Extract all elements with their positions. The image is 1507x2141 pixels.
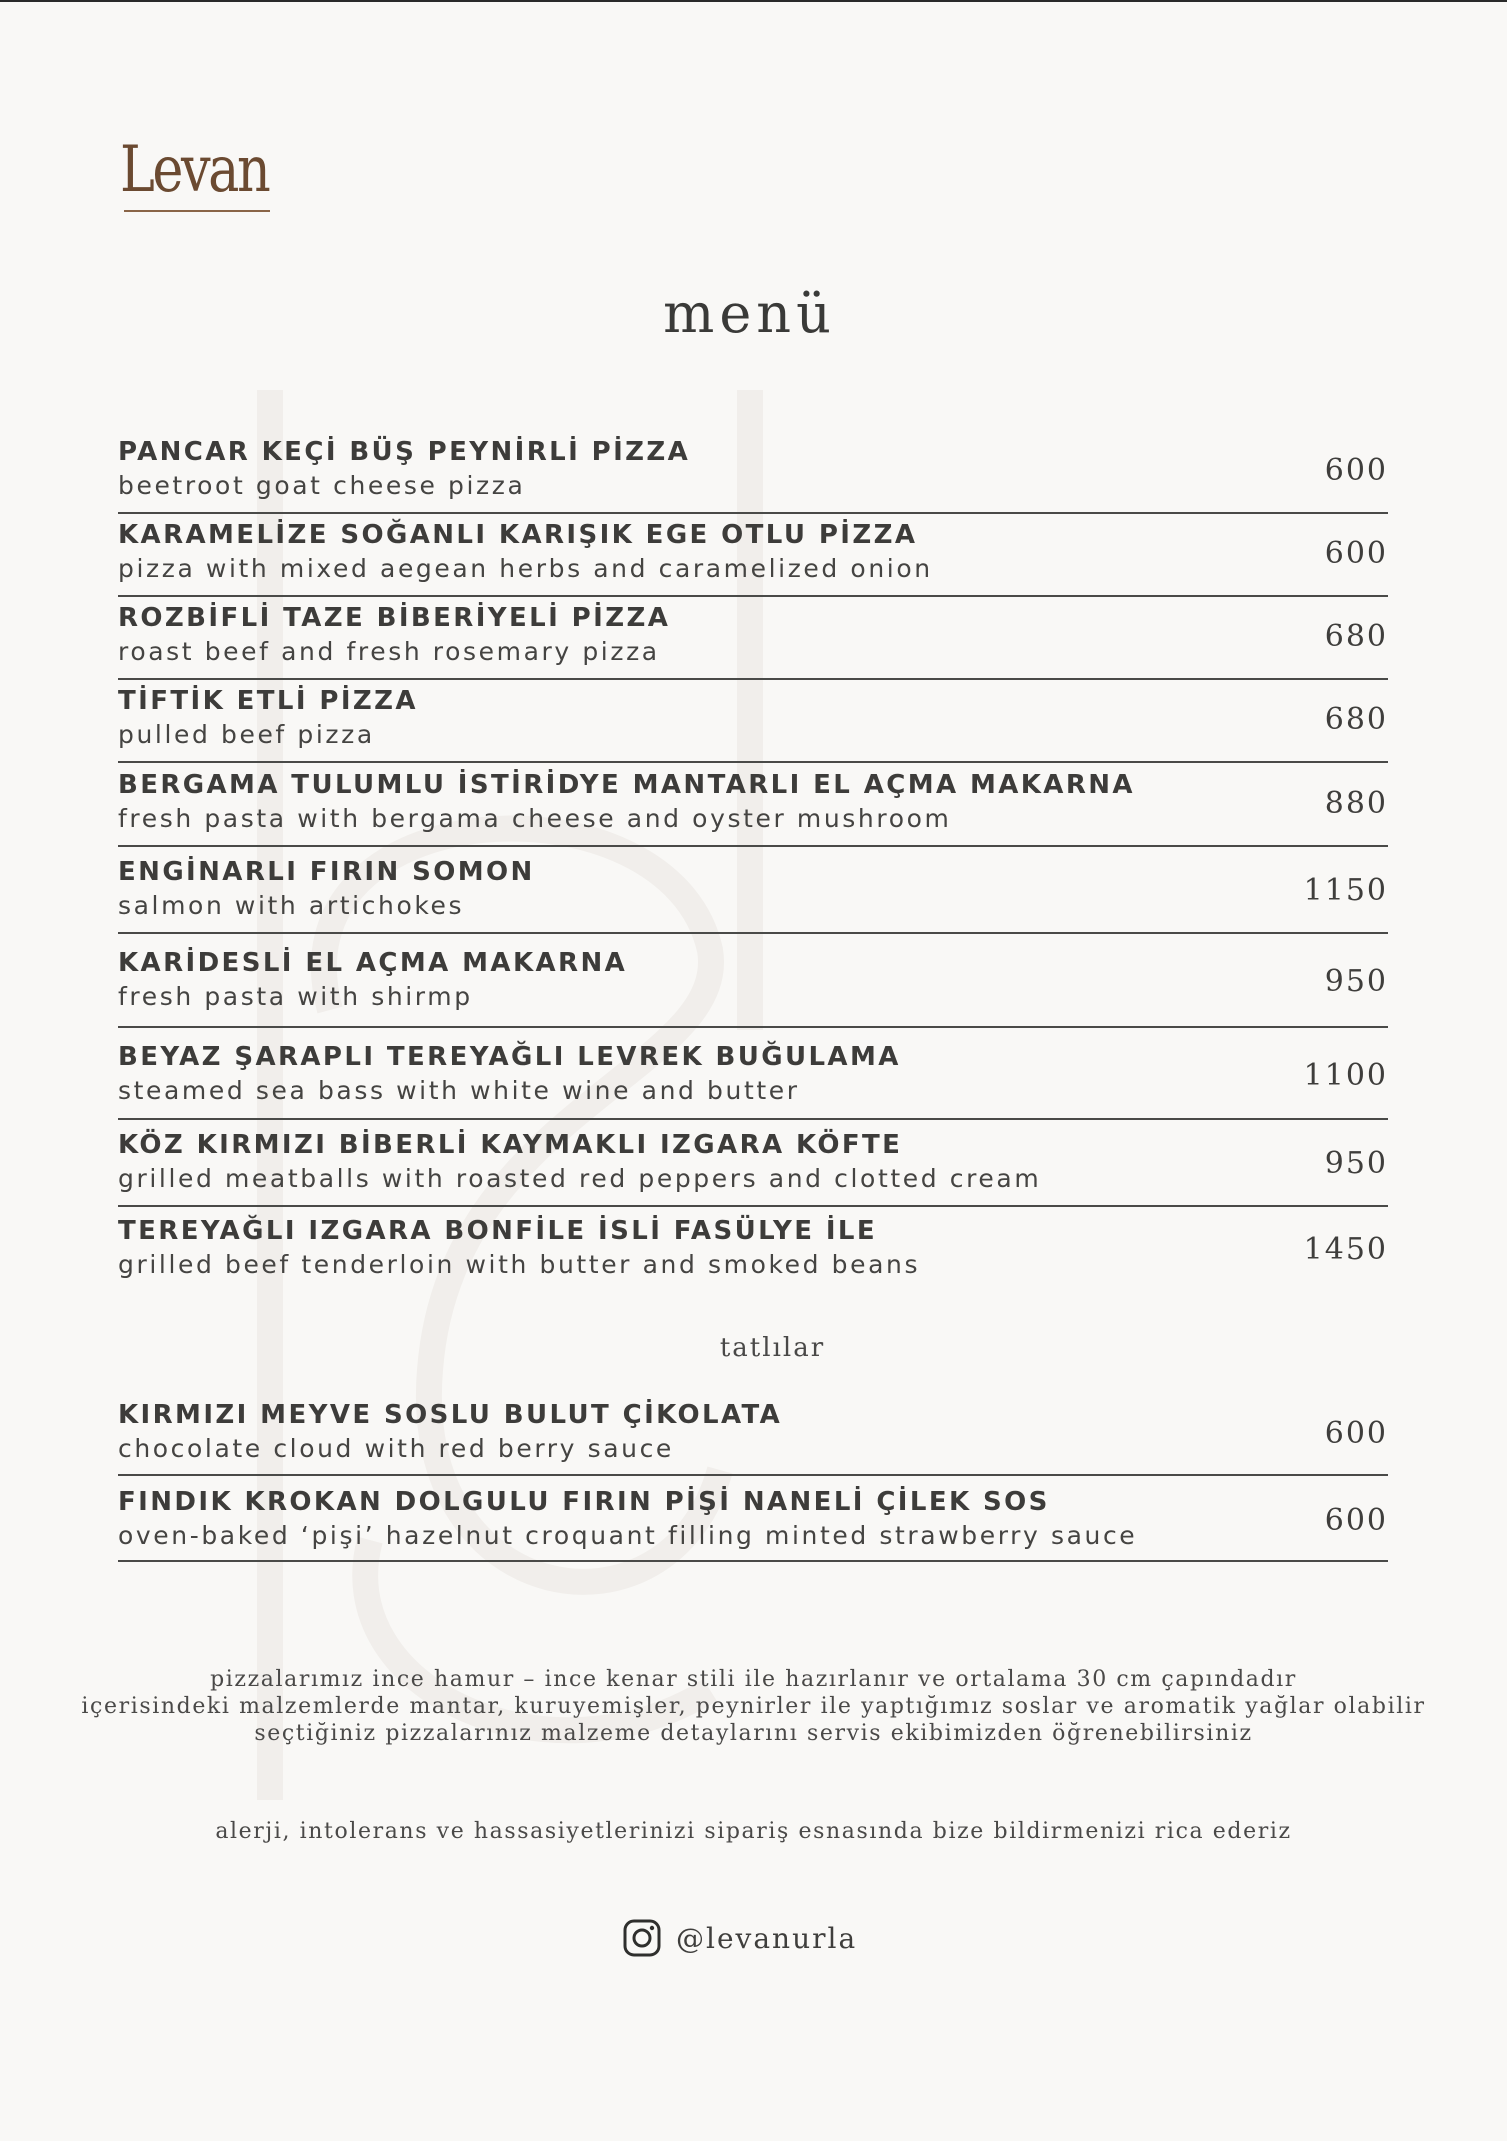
item-price: 950 [1324,964,1388,999]
item-name: ENGİNARLI FIRIN SOMON [118,857,535,887]
logo-wordmark: Levan [120,133,269,207]
note-line-2: içerisindeki malzemlerde mantar, kuruyemişler, peynirler ile yaptığımız soslar ve aromatik yağlar olabilir [81,1694,1426,1719]
item-name: KIRMIZI MEYVE SOSLU BULUT ÇİKOLATA [118,1400,783,1430]
item-description: oven-baked ‘pişi’ hazelnut croquant filling minted strawberry sauce [118,1521,1138,1550]
item-price: 880 [1324,786,1388,821]
brand-logo [120,133,300,218]
item-price: 1150 [1303,873,1388,908]
item-description: beetroot goat cheese pizza [118,471,526,500]
item-name: TEREYAĞLI IZGARA BONFİLE İSLİ FASÜLYE İLE [118,1216,878,1246]
item-divider [118,845,1388,847]
item-price: 1450 [1303,1232,1388,1267]
item-divider [118,1118,1388,1120]
desserts-title: tatlılar [719,1333,826,1363]
item-description: fresh pasta with shirmp [118,982,473,1011]
instagram-link[interactable] [622,1916,857,1960]
instagram-handle: @levanurla [676,1921,858,1955]
item-name: TİFTİK ETLİ PİZZA [118,686,418,716]
note-line-1: pizzalarımız ince hamur – ince kenar stili ile hazırlanır ve ortalama 30 cm çapındadır [210,1667,1297,1692]
item-price: 600 [1324,1416,1388,1451]
item-description: steamed sea bass with white wine and butter [118,1076,800,1105]
instagram-icon [622,1918,662,1958]
item-divider [118,678,1388,680]
item-name: BEYAZ ŞARAPLI TEREYAĞLI LEVREK BUĞULAMA [118,1042,901,1072]
item-description: chocolate cloud with red berry sauce [118,1434,674,1463]
item-price: 600 [1324,1503,1388,1538]
item-price: 1100 [1303,1058,1388,1093]
item-description: grilled beef tenderloin with butter and smoked beans [118,1250,921,1279]
item-divider [118,512,1388,514]
item-divider [118,1474,1388,1476]
item-description: salmon with artichokes [118,891,465,920]
allergy-note: alerji, intolerans ve hassasiyetlerinizi sipariş esnasında bize bildirmenizi rica ederiz [215,1819,1292,1844]
item-divider [118,932,1388,934]
menu-title: menü [663,282,836,345]
item-name: KÖZ KIRMIZI BİBERLİ KAYMAKLI IZGARA KÖFTE [118,1130,903,1160]
item-price: 600 [1324,453,1388,488]
item-name: BERGAMA TULUMLU İSTİRİDYE MANTARLI EL AÇMA MAKARNA [118,770,1135,800]
logo-underline [124,210,270,212]
item-name: KARİDESLİ EL AÇMA MAKARNA [118,948,628,978]
item-description: grilled meatballs with roasted red peppers and clotted cream [118,1164,1042,1193]
item-description: pulled beef pizza [118,720,375,749]
item-name: ROZBİFLİ TAZE BİBERİYELİ PİZZA [118,603,671,633]
item-description: roast beef and fresh rosemary pizza [118,637,660,666]
item-price: 680 [1324,619,1388,654]
note-line-3: seçtiğiniz pizzalarınız malzeme detaylarını servis ekibimizden öğrenebilirsiniz [254,1721,1253,1746]
top-border [0,0,1507,2]
item-divider [118,1205,1388,1207]
item-price: 600 [1324,536,1388,571]
item-divider [118,1560,1388,1562]
item-divider [118,595,1388,597]
item-price: 950 [1324,1146,1388,1181]
item-price: 680 [1324,702,1388,737]
item-divider [118,1026,1388,1028]
item-name: FINDIK KROKAN DOLGULU FIRIN PİŞİ NANELİ ÇİLEK SOS [118,1487,1050,1517]
item-divider [118,761,1388,763]
item-name: PANCAR KEÇİ BÜŞ PEYNİRLİ PİZZA [118,437,691,467]
item-description: fresh pasta with bergama cheese and oyster mushroom [118,804,952,833]
item-description: pizza with mixed aegean herbs and caramelized onion [118,554,933,583]
item-name: KARAMELİZE SOĞANLI KARIŞIK EGE OTLU PİZZA [118,520,918,550]
